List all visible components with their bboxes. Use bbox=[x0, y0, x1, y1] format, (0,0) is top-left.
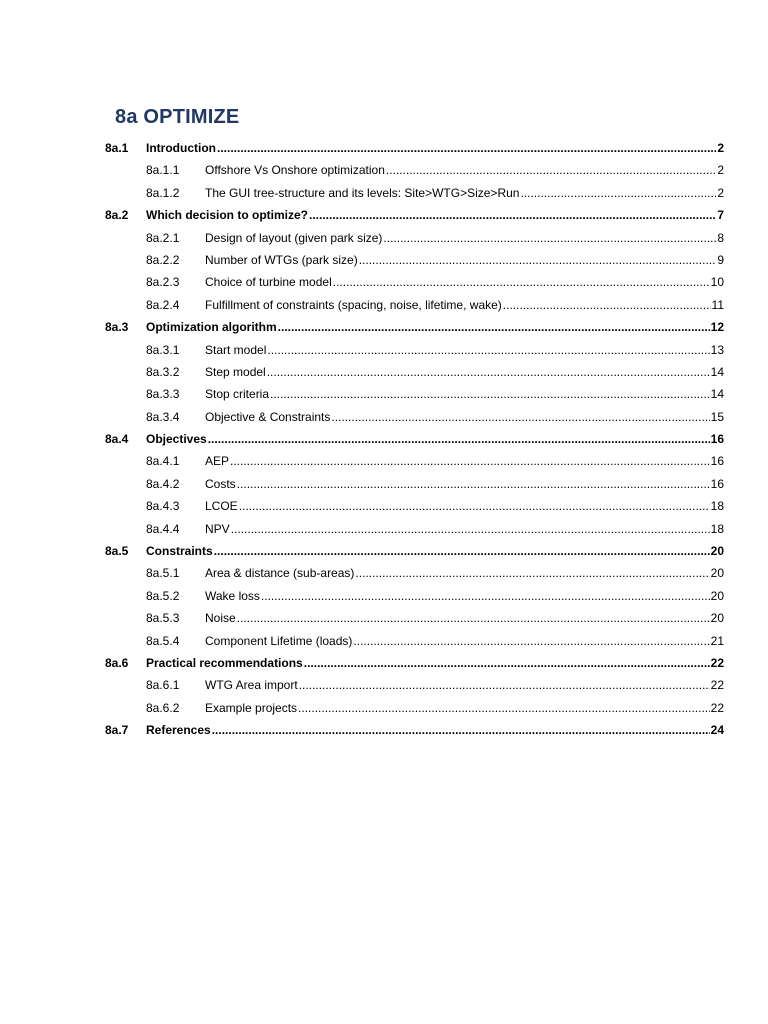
toc-dot-leader bbox=[217, 137, 716, 159]
toc-entry-number: 8a.3.4 bbox=[146, 409, 180, 424]
toc-subsection-link[interactable] bbox=[105, 585, 724, 607]
toc-dot-leader bbox=[237, 607, 710, 629]
toc-dot-leader bbox=[353, 630, 709, 652]
toc-entry-title: Stop criteria bbox=[205, 387, 270, 402]
toc-subsection-link[interactable] bbox=[105, 697, 724, 719]
toc-dot-leader bbox=[520, 182, 716, 204]
toc-entry-page: 24 bbox=[710, 723, 724, 738]
toc-entry-number: 8a.1.1 bbox=[146, 163, 180, 178]
toc-entry-page: 9 bbox=[717, 252, 724, 267]
toc-entry-page: 20 bbox=[710, 566, 724, 581]
toc-dot-leader bbox=[214, 540, 710, 562]
toc-entry-page: 2 bbox=[717, 185, 724, 200]
toc-subsection-link[interactable] bbox=[105, 562, 724, 584]
toc-dot-leader bbox=[278, 316, 710, 338]
toc-dot-leader bbox=[208, 428, 710, 450]
toc-entry-page: 22 bbox=[710, 678, 724, 693]
toc-entry-number: 8a.3.3 bbox=[146, 387, 180, 402]
toc-entry-page: 13 bbox=[710, 342, 724, 357]
toc-entry-page: 10 bbox=[710, 275, 724, 290]
toc-subsection-link[interactable] bbox=[105, 630, 724, 652]
toc-section-link[interactable] bbox=[105, 652, 724, 674]
toc-entry-number: 8a.4.2 bbox=[146, 476, 180, 491]
toc-entry-title: Choice of turbine model bbox=[205, 275, 332, 290]
toc-entry-page: 11 bbox=[711, 297, 724, 312]
toc-subsection-link[interactable] bbox=[105, 361, 724, 383]
toc-dot-leader bbox=[237, 473, 710, 495]
toc-subsection-link[interactable] bbox=[105, 249, 724, 271]
toc-entry-number: 8a.5 bbox=[105, 544, 129, 559]
toc-entry-number: 8a.4.4 bbox=[146, 521, 180, 536]
toc-entry-page: 2 bbox=[717, 141, 724, 155]
toc-dot-leader bbox=[359, 249, 717, 271]
toc-entry-number: 8a.5.4 bbox=[146, 633, 180, 648]
toc-entry-number: 8a.2 bbox=[105, 208, 129, 223]
toc-entry-number: 8a.5.3 bbox=[146, 611, 180, 626]
toc-entry-page: 18 bbox=[710, 499, 724, 514]
toc-entry-title: Constraints bbox=[146, 544, 213, 559]
toc-entry-title: LCOE bbox=[205, 499, 238, 514]
toc-dot-leader bbox=[299, 674, 710, 696]
toc-dot-leader bbox=[231, 518, 710, 540]
toc-subsection-link[interactable] bbox=[105, 674, 724, 696]
toc-dot-leader bbox=[503, 294, 711, 316]
toc-subsection-link[interactable] bbox=[105, 383, 724, 405]
toc-entry-title: Step model bbox=[205, 364, 266, 379]
toc-dot-leader bbox=[270, 383, 710, 405]
toc-entry-number: 8a.6.1 bbox=[146, 678, 180, 693]
toc-entry-title: Number of WTGs (park size) bbox=[205, 252, 358, 267]
toc-subsection-link[interactable] bbox=[105, 495, 724, 517]
toc-entry-title: Introduction bbox=[146, 141, 216, 155]
toc-section-link[interactable] bbox=[105, 540, 724, 562]
table-of-contents bbox=[105, 137, 724, 742]
toc-dot-leader bbox=[355, 562, 709, 584]
toc-subsection-link[interactable] bbox=[105, 294, 724, 316]
toc-entry-number: 8a.6.2 bbox=[146, 700, 180, 715]
toc-entry-title: Design of layout (given park size) bbox=[205, 230, 383, 245]
toc-dot-leader bbox=[304, 652, 710, 674]
toc-entry-page: 8 bbox=[717, 230, 724, 245]
toc-entry-title: Wake loss bbox=[205, 588, 260, 603]
toc-section-link[interactable] bbox=[105, 719, 724, 741]
toc-section-link[interactable] bbox=[105, 204, 724, 226]
toc-entry-title: The GUI tree-structure and its levels: Site>WTG>Size>Run bbox=[205, 185, 520, 200]
toc-entry-title: Noise bbox=[205, 611, 236, 626]
toc-dot-leader bbox=[267, 361, 710, 383]
toc-subsection-link[interactable] bbox=[105, 227, 724, 249]
toc-dot-leader bbox=[309, 204, 716, 226]
toc-entry-title: Objectives bbox=[146, 432, 207, 447]
toc-entry-number: 8a.4 bbox=[105, 432, 129, 447]
toc-entry-number: 8a.3.2 bbox=[146, 364, 180, 379]
toc-entry-page: 14 bbox=[710, 387, 724, 402]
toc-subsection-link[interactable] bbox=[105, 182, 724, 204]
toc-dot-leader bbox=[331, 406, 709, 428]
toc-entry-page: 21 bbox=[710, 633, 724, 648]
toc-entry-number: 8a.3.1 bbox=[146, 342, 180, 357]
toc-dot-leader bbox=[383, 227, 716, 249]
toc-entry-page: 22 bbox=[710, 655, 724, 670]
toc-entry-page: 20 bbox=[710, 544, 724, 559]
toc-dot-leader bbox=[267, 339, 709, 361]
toc-entry-title: Optimization algorithm bbox=[146, 320, 277, 335]
toc-entry-number: 8a.4.3 bbox=[146, 499, 180, 514]
toc-entry-number: 8a.2.3 bbox=[146, 275, 180, 290]
toc-entry-number: 8a.6 bbox=[105, 655, 129, 670]
toc-entry-number: 8a.2.1 bbox=[146, 230, 180, 245]
toc-subsection-link[interactable] bbox=[105, 339, 724, 361]
toc-entry-number: 8a.5.2 bbox=[146, 588, 180, 603]
toc-entry-title: Area & distance (sub-areas) bbox=[205, 566, 355, 581]
toc-entry-page: 16 bbox=[710, 432, 724, 447]
toc-entry-title: Fulfillment of constraints (spacing, noise, lifetime, wake) bbox=[205, 297, 502, 312]
toc-entry-number: 8a.2.4 bbox=[146, 297, 180, 312]
toc-subsection-link[interactable] bbox=[105, 473, 724, 495]
toc-dot-leader bbox=[298, 697, 710, 719]
toc-dot-leader bbox=[230, 450, 710, 472]
toc-entry-number: 8a.3 bbox=[105, 320, 129, 335]
toc-entry-number: 8a.4.1 bbox=[146, 454, 180, 469]
toc-entry-title: Offshore Vs Onshore optimization bbox=[205, 163, 385, 178]
toc-subsection-link[interactable] bbox=[105, 406, 724, 428]
toc-subsection-link[interactable] bbox=[105, 450, 724, 472]
toc-entry-page: 16 bbox=[710, 454, 724, 469]
toc-dot-leader bbox=[212, 719, 710, 741]
toc-entry-number: 8a.7 bbox=[105, 723, 129, 738]
toc-dot-leader bbox=[333, 271, 710, 293]
toc-subsection-link[interactable] bbox=[105, 159, 724, 181]
toc-section-link[interactable] bbox=[105, 428, 724, 450]
toc-subsection-link[interactable] bbox=[105, 271, 724, 293]
toc-entry-page: 16 bbox=[710, 476, 724, 491]
toc-entry-page: 2 bbox=[717, 163, 724, 178]
toc-entry-title: Component Lifetime (loads) bbox=[205, 633, 353, 648]
toc-entry-page: 7 bbox=[717, 208, 724, 223]
toc-entry-title: Example projects bbox=[205, 700, 298, 715]
toc-entry-title: WTG Area import bbox=[205, 678, 298, 693]
toc-entry-page: 15 bbox=[710, 409, 724, 424]
toc-dot-leader bbox=[239, 495, 710, 517]
toc-dot-leader bbox=[386, 159, 716, 181]
toc-entry-page: 12 bbox=[710, 320, 724, 335]
toc-entry-page: 22 bbox=[710, 700, 724, 715]
toc-dot-leader bbox=[261, 585, 710, 607]
toc-entry-title: Which decision to optimize? bbox=[146, 208, 308, 223]
toc-subsection-link[interactable] bbox=[105, 607, 724, 629]
toc-entry-number: 8a.1 bbox=[105, 141, 129, 155]
toc-entry-title: AEP bbox=[205, 454, 230, 469]
toc-entry-page: 20 bbox=[710, 588, 724, 603]
toc-entry-page: 18 bbox=[710, 521, 724, 536]
toc-entry-page: 20 bbox=[710, 611, 724, 626]
toc-entry-number: 8a.1.2 bbox=[146, 185, 180, 200]
toc-entry-title: Objective & Constraints bbox=[205, 409, 331, 424]
toc-entry-title: Start model bbox=[205, 342, 267, 357]
toc-entry-number: 8a.5.1 bbox=[146, 566, 180, 581]
toc-entry-number: 8a.2.2 bbox=[146, 252, 180, 267]
toc-entry-title: Practical recommendations bbox=[146, 655, 303, 670]
toc-subsection-link[interactable] bbox=[105, 518, 724, 540]
toc-section-link[interactable] bbox=[105, 316, 724, 338]
toc-entry-page: 14 bbox=[710, 364, 724, 379]
toc-entry-title: References bbox=[146, 723, 211, 738]
toc-entry-title: NPV bbox=[205, 521, 230, 536]
toc-section-link[interactable] bbox=[105, 137, 724, 159]
page-title: 8a OPTIMIZE bbox=[115, 106, 240, 128]
toc-entry-title: Costs bbox=[205, 476, 236, 491]
